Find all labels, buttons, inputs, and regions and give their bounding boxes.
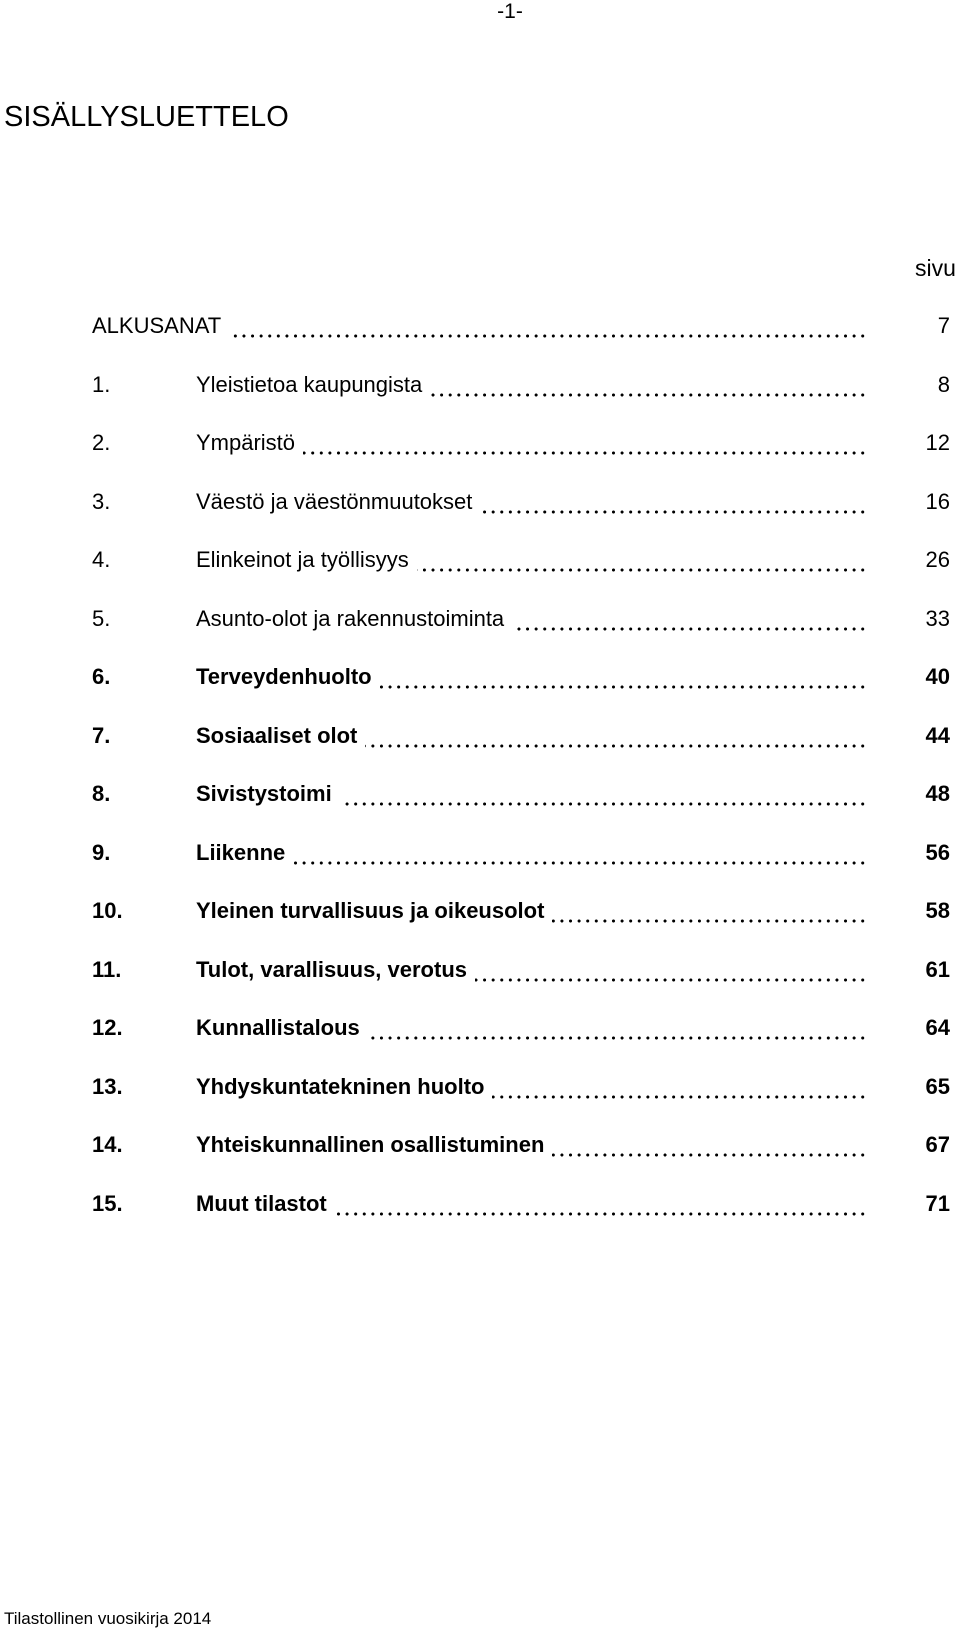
toc-entry[interactable] <box>92 602 950 661</box>
toc-entry[interactable] <box>92 1070 950 1129</box>
toc-entry-page: 33 <box>925 605 950 631</box>
page-number: -1- <box>497 0 523 23</box>
page-column-label: sivu <box>915 255 956 281</box>
toc-entry[interactable] <box>92 660 950 719</box>
toc-entry-page: 65 <box>925 1073 950 1099</box>
toc-entry-number: 3. <box>92 488 111 514</box>
toc-entry-page: 40 <box>925 664 950 689</box>
toc-dot-leader <box>512 626 867 632</box>
toc-entry-number: 10. <box>92 898 123 923</box>
footer-text: Tilastollinen vuosikirja 2014 <box>4 1609 212 1628</box>
toc-entry-number: 8. <box>92 781 111 806</box>
toc-entry-page: 67 <box>925 1132 950 1157</box>
toc-dot-leader <box>293 860 867 866</box>
toc-entry-title: Yhteiskunnallinen osallistuminen <box>196 1132 545 1157</box>
toc-dot-leader <box>552 918 867 924</box>
toc-dot-leader <box>475 977 867 983</box>
toc-dot-leader <box>340 801 867 807</box>
toc-entry-number: 2. <box>92 430 111 455</box>
toc-dot-leader <box>492 1094 867 1100</box>
toc-entry[interactable] <box>92 426 950 485</box>
toc-entry-page: 26 <box>925 547 950 572</box>
toc-entry-title: Yleinen turvallisuus ja oikeusolot <box>196 898 545 923</box>
toc-entry[interactable] <box>92 368 950 427</box>
toc-entry[interactable] <box>92 309 950 368</box>
toc-entry-title: Ympäristö <box>196 430 296 455</box>
toc-entry-number: 14. <box>92 1132 123 1157</box>
toc-entry[interactable] <box>92 894 950 953</box>
toc-entry-title: ALKUSANAT <box>92 313 222 338</box>
toc-entry-title: Sosiaaliset olot <box>196 722 358 748</box>
toc-dot-leader <box>417 567 867 573</box>
toc-entry[interactable] <box>92 777 950 836</box>
toc-entry-page: 64 <box>925 1015 950 1040</box>
toc-dot-leader <box>480 509 867 515</box>
table-of-contents <box>92 309 950 1245</box>
toc-dot-leader <box>335 1211 867 1217</box>
toc-entry-title: Sivistystoimi <box>196 781 332 806</box>
toc-entry[interactable] <box>92 953 950 1012</box>
toc-entry-page: 7 <box>937 313 950 338</box>
toc-entry-number: 6. <box>92 664 111 689</box>
toc-entry-title: Muut tilastot <box>196 1190 327 1216</box>
toc-entry-title: Terveydenhuolto <box>196 664 372 689</box>
toc-dot-leader <box>368 1035 867 1041</box>
toc-entry-number: 4. <box>92 547 111 572</box>
toc-entry-title: Tulot, varallisuus, verotus <box>196 956 467 982</box>
toc-entry-title: Yhdyskuntatekninen huolto <box>196 1073 485 1099</box>
toc-entry-number: 15. <box>92 1190 123 1216</box>
toc-entry-title: Liikenne <box>196 839 286 865</box>
toc-entry[interactable] <box>92 1011 950 1070</box>
toc-dot-leader <box>365 743 867 749</box>
toc-dot-leader <box>430 392 867 398</box>
toc-entry-title: Elinkeinot ja työllisyys <box>196 547 409 572</box>
toc-dot-leader <box>303 450 867 456</box>
toc-entry-page: 71 <box>925 1190 950 1216</box>
toc-entry[interactable] <box>92 1128 950 1187</box>
toc-entry-number: 5. <box>92 605 111 631</box>
toc-entry-page: 16 <box>925 488 950 514</box>
toc-entry-title: Väestö ja väestönmuutokset <box>196 488 473 514</box>
document-title: SISÄLLYSLUETTELO <box>4 101 289 133</box>
toc-entry-page: 58 <box>925 898 950 923</box>
toc-entry-number: 9. <box>92 839 111 865</box>
toc-entry-number: 1. <box>92 371 111 397</box>
toc-entry-number: 11. <box>92 956 122 982</box>
toc-entry-number: 13. <box>92 1073 123 1099</box>
toc-entry[interactable] <box>92 719 950 778</box>
toc-entry[interactable] <box>92 485 950 544</box>
toc-entry-page: 61 <box>925 956 950 982</box>
toc-entry-page: 8 <box>937 371 950 397</box>
toc-entry-page: 44 <box>925 722 950 748</box>
toc-dot-leader <box>380 684 867 690</box>
toc-dot-leader <box>552 1152 867 1158</box>
toc-dot-leader <box>229 333 867 339</box>
toc-entry[interactable] <box>92 836 950 895</box>
toc-entry-title: Kunnallistalous <box>196 1015 360 1040</box>
toc-entry[interactable] <box>92 1187 950 1246</box>
toc-entry[interactable] <box>92 543 950 602</box>
toc-entry-page: 56 <box>925 839 950 865</box>
toc-entry-number: 7. <box>92 722 111 748</box>
toc-entry-page: 48 <box>925 781 950 806</box>
toc-entry-page: 12 <box>925 430 950 455</box>
toc-entry-number: 12. <box>92 1015 123 1040</box>
toc-entry-title: Yleistietoa kaupungista <box>196 371 423 397</box>
toc-entry-title: Asunto-olot ja rakennustoiminta <box>196 605 505 631</box>
